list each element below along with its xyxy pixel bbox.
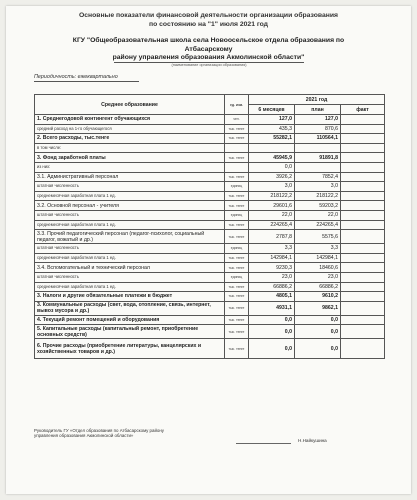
row-value-6m: 66886,2 [249,282,295,292]
row-unit: единиц [225,182,249,192]
row-value-6m: 0,0 [249,339,295,359]
row-unit: тыс. тенге [225,292,249,302]
row-label: штатная численность [35,272,225,282]
row-value-6m: 127,0 [249,115,295,125]
row-label: штатная численность [35,182,225,192]
row-value-fact [341,282,385,292]
table-row [35,153,385,163]
row-value-6m: 2787,8 [249,230,295,244]
row-value-plan: 9862,1 [295,301,341,315]
row-label: средний расход на 1-го обучающегося [35,124,225,134]
table-row [35,230,385,244]
row-label: 4. Текущий ремонт помещений и оборудования [35,315,225,325]
row-label: 6. Прочие расходы (приобретение литературы, канцелярских и хозяйственных товаров и др.) [35,339,225,359]
table-row [35,253,385,263]
row-label: штатная численность [35,210,225,220]
organization-name [58,37,359,63]
row-value-6m: 45945,9 [249,153,295,163]
row-unit: тыс. тенге [225,325,249,339]
table-body [35,115,385,359]
row-label: 3.2. Основной персонал - учителя [35,201,225,211]
row-value-6m: 3,3 [249,244,295,254]
document-page [6,6,411,494]
table-row [35,301,385,315]
row-value-6m: 4931,1 [249,301,295,315]
row-value-plan: 59203,2 [295,201,341,211]
row-value-fact [341,263,385,273]
row-unit: чел. [225,115,249,125]
row-label: в том числе: [35,143,225,153]
row-value-fact [341,220,385,230]
row-label: 1. Среднегодовой контингент обучающихся [35,115,225,125]
row-value-fact [341,325,385,339]
row-value-fact [341,210,385,220]
row-value-plan: 870,6 [295,124,341,134]
table-row [35,124,385,134]
table-row [35,263,385,273]
row-label: 3.3. Прочий педагогический персонал (педагог-психолог, социальный педагог, вожатый и др.) [35,230,225,244]
header-row-1 [35,95,385,105]
row-unit: единиц [225,210,249,220]
row-value-plan: 0,0 [295,315,341,325]
row-value-fact [341,115,385,125]
row-value-fact [341,315,385,325]
table-row [35,315,385,325]
row-value-fact [341,153,385,163]
row-value-plan [295,162,341,172]
row-value-fact [341,201,385,211]
row-unit: тыс. тенге [225,253,249,263]
row-value-fact [341,143,385,153]
row-value-6m: 3,0 [249,182,295,192]
row-value-plan: 0,0 [295,325,341,339]
row-value-6m: 0,0 [249,162,295,172]
row-label: из них: [35,162,225,172]
header-unit: ед. изм. [225,95,249,115]
row-value-6m: 4805,1 [249,292,295,302]
row-value-6m: 218122,2 [249,191,295,201]
row-value-plan: 7852,4 [295,172,341,182]
org-line-1: КГУ "Общеобразовательная школа села Новоосельское отдела образования по Атбасарскому [72,37,345,53]
table-row [35,115,385,125]
header-6m: 6 месяцев [249,105,295,115]
table-row [35,325,385,339]
document-title [46,12,371,29]
row-unit [225,143,249,153]
row-value-plan [295,143,341,153]
header-year: 2021 год [249,95,385,105]
periodicity-underline [34,81,139,82]
row-value-6m: 224265,4 [249,220,295,230]
row-unit: тыс. тенге [225,191,249,201]
table-row [35,244,385,254]
row-value-6m: 0,0 [249,315,295,325]
signature-block [34,428,234,439]
row-unit: единиц [225,272,249,282]
row-value-6m: 9230,3 [249,263,295,273]
row-label: 3. Налоги и другие обязательные платежи в бюджет [35,292,225,302]
row-unit: тыс. тенге [225,172,249,182]
row-value-6m: 22,0 [249,210,295,220]
row-value-6m: 435,3 [249,124,295,134]
row-value-plan: 66886,2 [295,282,341,292]
row-value-plan: 23,0 [295,272,341,282]
row-value-6m: 29601,6 [249,201,295,211]
row-unit: тыс. тенге [225,301,249,315]
row-unit: тыс. тенге [225,315,249,325]
table-row [35,210,385,220]
title-line-2: по состоянию на "1" июля 2021 год [148,20,268,28]
row-value-plan: 218122,2 [295,191,341,201]
row-unit: тыс. тенге [225,153,249,163]
row-label: 2. Всего расходы, тыс.тенге [35,134,225,144]
header-plan: план [295,105,341,115]
table-row [35,282,385,292]
financial-table [34,94,385,359]
header-name: Среднее образование [35,95,225,115]
table-row [35,143,385,153]
row-unit: тыс. тенге [225,220,249,230]
row-value-6m: 55282,1 [249,134,295,144]
table-row [35,162,385,172]
row-unit: тыс. тенге [225,134,249,144]
row-label: 3.1. Административный персонал [35,172,225,182]
row-value-6m: 0,0 [249,325,295,339]
table-row [35,272,385,282]
table-row [35,292,385,302]
row-value-plan: 127,0 [295,115,341,125]
row-label: среднемесячная заработная плата 1 ед. [35,220,225,230]
table-row [35,339,385,359]
row-value-plan: 110564,1 [295,134,341,144]
table-row [35,172,385,182]
row-label: 3. Фонд заработной платы [35,153,225,163]
row-label: 5. Капитальные расходы (капитальный ремонт, приобретение основных средств) [35,325,225,339]
row-unit: тыс. тенге [225,124,249,134]
row-value-plan: 5575,6 [295,230,341,244]
row-value-plan: 142984,1 [295,253,341,263]
row-value-6m: 3926,2 [249,172,295,182]
row-value-fact [341,191,385,201]
title-line-1: Основные показатели финансовой деятельности организации образования [78,12,339,19]
row-unit [225,162,249,172]
row-value-fact [341,301,385,315]
row-value-plan: 0,0 [295,339,341,359]
row-value-plan: 22,0 [295,210,341,220]
row-value-plan: 3,0 [295,182,341,192]
table-row [35,191,385,201]
row-value-6m: 23,0 [249,272,295,282]
org-note: (наименование организации образования) [171,63,247,67]
row-unit: тыс. тенге [225,339,249,359]
row-label: штатная численность [35,244,225,254]
table-row [35,134,385,144]
row-label: среднемесячная заработная плата 1 ед. [35,282,225,292]
signer-name: Н.Найкушина [298,438,327,443]
row-value-fact [341,292,385,302]
row-value-plan: 224265,4 [295,220,341,230]
header-fact: факт [341,105,385,115]
row-value-plan: 18460,6 [295,263,341,273]
row-value-fact [341,162,385,172]
row-value-fact [341,244,385,254]
row-label: 3.4. Вспомогательный и технический персонал [35,263,225,273]
row-value-plan: 3,3 [295,244,341,254]
row-value-6m [249,143,295,153]
row-value-fact [341,253,385,263]
row-unit: тыс. тенге [225,282,249,292]
periodicity: Периодичность: ежеквартально [34,74,118,80]
row-value-plan: 91891,8 [295,153,341,163]
row-unit: тыс. тенге [225,263,249,273]
table-row [35,182,385,192]
org-line-2: району управления образования Акмолинской области" [112,54,305,61]
row-unit: тыс. тенге [225,230,249,244]
row-value-plan: 9610,2 [295,292,341,302]
row-value-6m: 142984,1 [249,253,295,263]
signature-line [236,443,291,444]
signer-title-line-1: Руководитель ГУ «Отдел образования по Атбасарскому району [34,428,164,433]
row-value-fact [341,124,385,134]
row-value-fact [341,339,385,359]
signer-title-line-2: управления образования Акмолинской области» [34,433,134,439]
row-label: среднемесячная заработная плата 1 ед. [35,191,225,201]
row-label: 3. Коммунальные расходы (свет, вода, отопление, связь, интернет, вывоз мусора и др.) [35,301,225,315]
row-unit: тыс. тенге [225,201,249,211]
table-row [35,201,385,211]
row-value-fact [341,230,385,244]
row-label: среднемесячная заработная плата 1 ед. [35,253,225,263]
row-value-fact [341,172,385,182]
table-row [35,220,385,230]
row-value-fact [341,272,385,282]
row-value-fact [341,182,385,192]
row-unit: единиц [225,244,249,254]
row-value-fact [341,134,385,144]
